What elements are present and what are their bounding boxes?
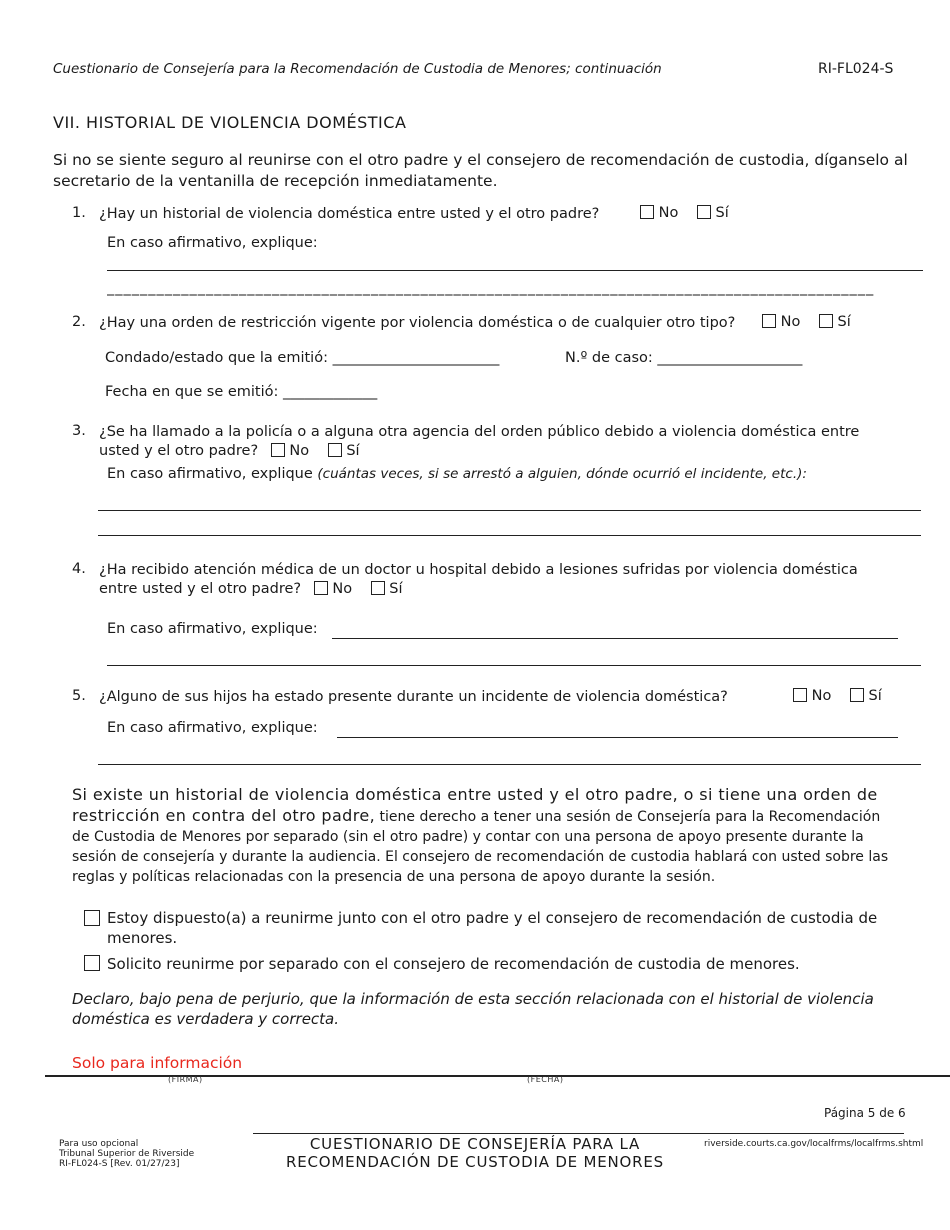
question-1-options — [640, 205, 729, 221]
question-3-block — [99, 423, 899, 461]
footer-court: Tribunal Superior de Riverside — [59, 1149, 195, 1159]
question-2-no-checkbox[interactable] — [762, 314, 776, 328]
question-4-no-checkbox[interactable] — [314, 581, 328, 595]
no-label: No — [780, 314, 801, 330]
question-1-text: ¿Hay un historial de violencia doméstica entre usted y el otro padre? — [99, 206, 600, 222]
joint-session-label: Estoy dispuesto(a) a reunirme junto con el otro padre y el consejero de recomendación de custodia de menores. — [107, 909, 878, 947]
question-5-answer-line-1[interactable] — [337, 737, 898, 738]
yes-label: Sí — [346, 443, 360, 459]
question-2-yes-checkbox[interactable] — [819, 314, 833, 328]
footer-url[interactable]: riverside.courts.ca.gov/localfrms/localfrms.shtml — [704, 1139, 924, 1149]
section-intro: Si no se siente seguro al reunirse con el otro padre y el consejero de recomendación de custodia, díganselo al secretario de la ventanilla de recepción inmediatamente. — [53, 151, 908, 190]
issue-date-label: Fecha en que se emitió: — [105, 384, 279, 400]
question-5-explain-label: En caso afirmativo, explique: — [107, 720, 318, 736]
question-3-answer-line-1[interactable] — [98, 510, 921, 511]
separate-session-notice — [72, 785, 902, 887]
separate-session-checkbox[interactable] — [84, 955, 100, 971]
yes-label: Sí — [389, 581, 403, 597]
footer-left-info — [59, 1139, 194, 1169]
yes-label: Sí — [837, 314, 851, 330]
issue-date-field — [105, 384, 377, 400]
notice-rest: tiene derecho a tener una sesión de Consejería para la Recomendación de Custodia de Menores por separado (sin el otro padre) y contar con una persona de apoyo presente durante la sesión de consejería y durante la audiencia. El consejero de recomendación de custodia hablará con usted sobre las reglas y políticas relacionadas con la presencia de una persona de apoyo durante la sesión. — [72, 809, 889, 885]
question-1-yes-checkbox[interactable] — [697, 205, 711, 219]
question-3-number: 3. — [72, 423, 86, 439]
question-1-no-checkbox[interactable] — [640, 205, 654, 219]
question-3-explain — [107, 466, 807, 482]
county-input[interactable]: _______________________ — [332, 350, 500, 366]
form-header-title: Cuestionario de Consejería para la Recomendación de Custodia de Menores; continuación — [53, 61, 662, 77]
form-code: RI-FL024-S — [818, 61, 894, 77]
choice-joint-session — [84, 908, 894, 948]
question-3-options — [271, 443, 360, 459]
question-3-explain-label: En caso afirmativo, explique — [107, 466, 313, 482]
question-5-text: ¿Alguno de sus hijos ha estado presente durante un incidente de violencia doméstica? — [99, 689, 728, 705]
question-4-answer-line-1[interactable] — [332, 638, 898, 639]
question-4-explain-label: En caso afirmativo, explique: — [107, 621, 318, 637]
joint-session-checkbox[interactable] — [84, 910, 100, 926]
case-number-label: N.º de caso: — [565, 350, 653, 366]
question-3-answer-line-2[interactable] — [98, 535, 921, 536]
case-number-field — [565, 350, 802, 366]
question-4-number: 4. — [72, 561, 86, 577]
question-5-number: 5. — [72, 688, 86, 704]
page-number: Página 5 de 6 — [824, 1106, 906, 1120]
perjury-declaration: Declaro, bajo pena de perjurio, que la información de esta sección relacionada con el historial de violencia doméstica es verdadera y correcta. — [72, 990, 874, 1028]
issue-date-input[interactable]: _____________ — [283, 384, 378, 400]
no-label: No — [658, 205, 679, 221]
county-label: Condado/estado que la emitió: — [105, 350, 328, 366]
yes-label: Sí — [868, 688, 882, 704]
separate-session-label: Solicito reunirme por separado con el consejero de recomendación de custodia de menores. — [107, 955, 800, 973]
question-3-yes-checkbox[interactable] — [328, 443, 342, 457]
question-5-options — [793, 688, 882, 704]
question-1-answer-dashes[interactable]: _____________________________________________________________________________________________ — [107, 280, 875, 296]
question-1-answer-line[interactable] — [107, 270, 923, 271]
question-4-options — [314, 581, 403, 597]
notice-lead: Si existe un historial de violencia doméstica entre usted y el otro padre, o si tiene una orden de restricción en contra del otro padre, — [72, 785, 878, 825]
question-3-explain-hint: (cuántas veces, si se arrestó a alguien, dónde ocurrió el incidente, etc.): — [317, 466, 807, 482]
yes-label: Sí — [715, 205, 729, 221]
question-2-options — [762, 314, 851, 330]
question-5-no-checkbox[interactable] — [793, 688, 807, 702]
question-2-number: 2. — [72, 314, 86, 330]
no-label: No — [332, 581, 353, 597]
footer-form-title: CUESTIONARIO DE CONSEJERÍA PARA LA RECOMENDACIÓN DE CUSTODIA DE MENORES — [285, 1135, 664, 1171]
question-4-text: ¿Ha recibido atención médica de un doctor u hospital debido a lesiones sufridas por violencia doméstica entre usted y el otro padre? — [99, 562, 858, 597]
question-3-no-checkbox[interactable] — [271, 443, 285, 457]
question-4-yes-checkbox[interactable] — [371, 581, 385, 595]
question-5-yes-checkbox[interactable] — [850, 688, 864, 702]
question-4-answer-line-2[interactable] — [107, 665, 921, 666]
question-1-explain-label: En caso afirmativo, explique: — [107, 235, 318, 251]
no-label: No — [811, 688, 832, 704]
footer-optional-use: Para uso opcional — [59, 1139, 139, 1149]
no-label: No — [289, 443, 310, 459]
question-5-answer-line-2[interactable] — [98, 764, 921, 765]
question-1-number: 1. — [72, 205, 86, 221]
case-number-input[interactable]: ____________________ — [657, 350, 803, 366]
section-title: VII. HISTORIAL DE VIOLENCIA DOMÉSTICA — [53, 113, 407, 132]
question-4-block — [99, 561, 899, 599]
question-2-text: ¿Hay una orden de restricción vigente por violencia doméstica o de cualquier otro tipo? — [99, 315, 736, 331]
info-only-watermark: Solo para información — [72, 1054, 243, 1072]
county-field — [105, 350, 499, 366]
question-3-text: ¿Se ha llamado a la policía o a alguna otra agencia del orden público debido a violencia doméstica entre usted y el otro padre? — [99, 424, 860, 459]
footer-divider — [253, 1133, 904, 1134]
choice-separate-session — [84, 954, 894, 974]
footer-revision: RI-FL024-S [Rev. 01/27/23] — [59, 1159, 180, 1169]
date-label: (FECHA) — [527, 1075, 564, 1084]
signature-label: (FIRMA) — [168, 1075, 203, 1084]
